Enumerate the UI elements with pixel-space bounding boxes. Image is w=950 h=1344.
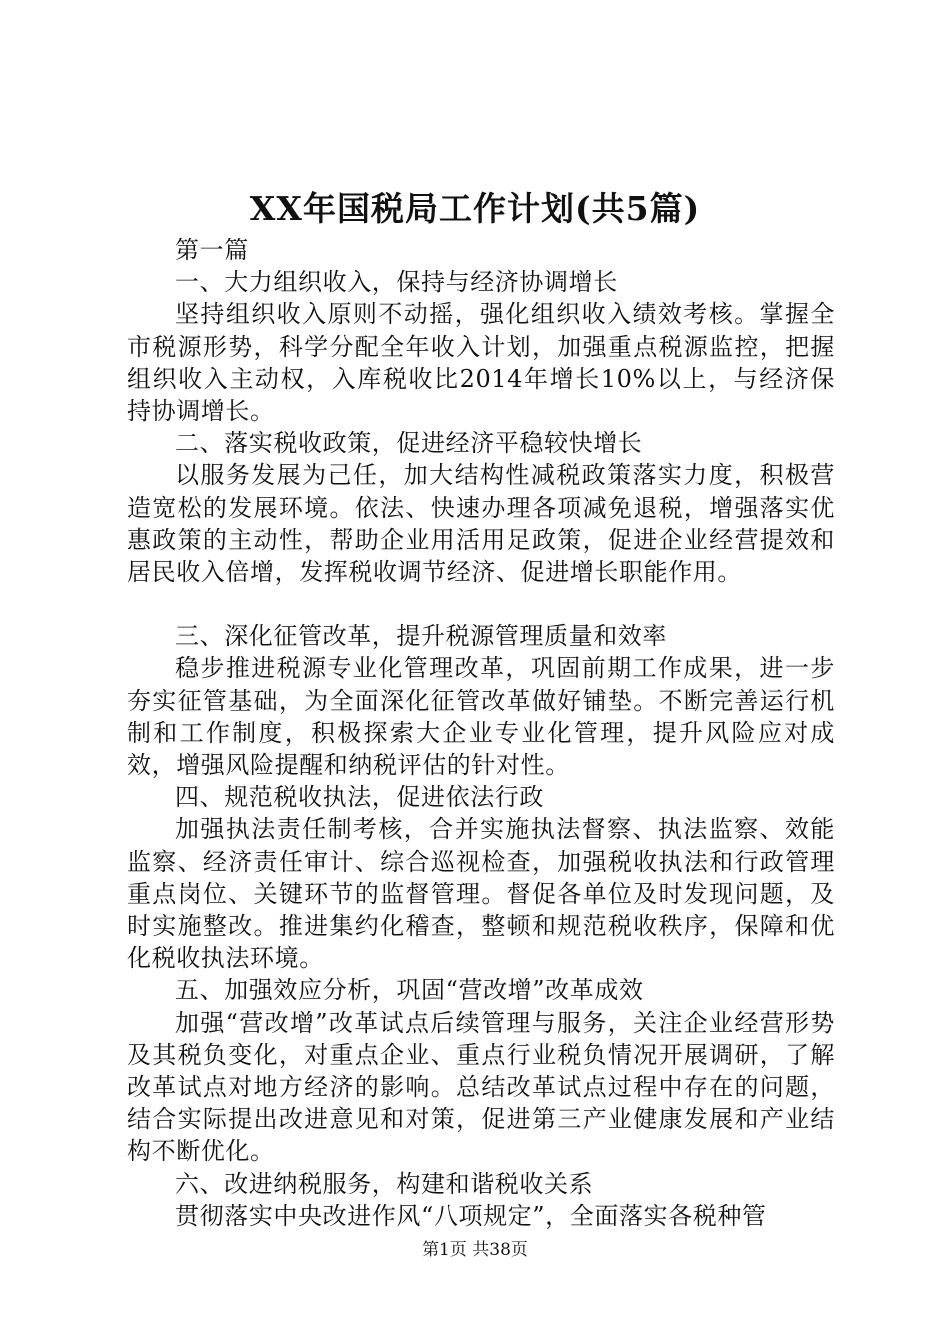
paragraph-tax-policy: 以服务发展为己任，加大结构性减税政策落实力度，积极营造宽松的发展环境。依法、快速办理各项减免退税，增强落实优惠政策的主动性，帮助企业用活用足政策，促进企业经营提效和居民收入倍增，发挥税收调节经济、促进增长职能作用。 [127, 461, 835, 587]
heading-vat-reform: 五、加强效应分析，巩固“营改增”改革成效 [175, 976, 644, 1005]
heading-collection-reform: 三、深化征管改革，提升税源管理质量和效率 [175, 622, 667, 651]
page-number-footer: 第1页 共38页 [422, 1240, 528, 1260]
paragraph-law-enforcement: 加强执法责任制考核，合并实施执法督察、执法监察、效能监察、经济责任审计、综合巡视检查，加强税收执法和行政管理重点岗位、关键环节的监督管理。督促各单位及时发现问题，及时实施整改。推进集约化稽查，整顿和规范税收秩序，保障和优化税收执法环境。 [127, 815, 835, 973]
paragraph-vat-reform: 加强“营改增”改革试点后续管理与服务，关注企业经营形势及其税负变化，对重点企业、重点行业税负情况开展调研，了解改革试点对地方经济的影响。总结改革试点过程中存在的问题，结合实际提出改进意见和对策，促进第三产业健康发展和产业结构不断优化。 [127, 1008, 835, 1166]
paragraph-organize-revenue: 坚持组织收入原则不动摇，强化组织收入绩效考核。掌握全市税源形势，科学分配全年收入计划，加强重点税源监控，把握组织收入主动权，入库税收比2014年增长10%以上，与经济保持协调增长。 [127, 300, 835, 426]
paragraph-taxpayer-service: 贯彻落实中央改进作风“八项规定”，全面落实各税种管 [175, 1201, 767, 1230]
blank-line [127, 588, 835, 620]
document-body [127, 234, 835, 1232]
document-title: XX年国税局工作计划(共5篇) [249, 189, 701, 228]
heading-tax-policy: 二、落实税收政策，促进经济平稳较快增长 [175, 429, 643, 458]
heading-taxpayer-service: 六、改进纳税服务，构建和谐税收关系 [175, 1169, 594, 1198]
paragraph-collection-reform: 稳步推进税源专业化管理改革，巩固前期工作成果，进一步夯实征管基础，为全面深化征管改革做好铺垫。不断完善运行机制和工作制度，积极探索大企业专业化管理，提升风险应对成效，增强风险提醒和纳税评估的针对性。 [127, 654, 835, 780]
heading-law-enforcement: 四、规范税收执法，促进依法行政 [175, 783, 544, 812]
heading-organize-revenue: 一、大力组织收入，保持与经济协调增长 [175, 268, 618, 297]
section-heading-part-one: 第一篇 [175, 236, 249, 264]
